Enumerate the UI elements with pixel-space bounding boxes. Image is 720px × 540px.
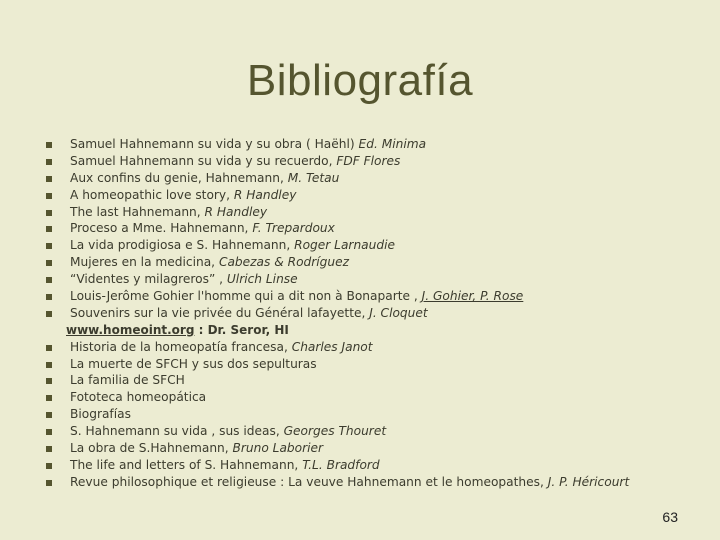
bibliography-title: Samuel Hahnemann su vida y su recuerdo,: [70, 153, 337, 168]
bibliography-item: [46, 153, 706, 170]
bibliography-item: [46, 440, 706, 457]
bibliography-item: [46, 170, 706, 187]
bibliography-item: [46, 356, 706, 373]
bibliography-title: Aux confins du genie, Hahnemann,: [70, 170, 288, 185]
bibliography-author: J. P. Héricourt: [547, 474, 630, 489]
bibliography-item: [46, 136, 706, 153]
square-bullet-icon: [46, 429, 52, 435]
square-bullet-icon: [46, 243, 52, 249]
bibliography-title: The last Hahnemann,: [70, 204, 205, 219]
bibliography-author: FDF Flores: [336, 153, 401, 168]
square-bullet-icon: [46, 395, 52, 401]
bibliography-author: Bruno Laborier: [232, 441, 324, 456]
bibliography-list: [46, 136, 706, 491]
square-bullet-icon: [46, 159, 52, 165]
bibliography-item: [46, 457, 706, 474]
bibliography-author: Roger Larnaudie: [294, 238, 395, 253]
bibliography-author: F. Trepardoux: [252, 221, 335, 236]
bibliography-author: Ed. Minima: [358, 137, 427, 151]
bibliography-item[interactable]: [46, 322, 706, 339]
bibliography-item: [46, 474, 706, 491]
bibliography-item: [46, 220, 706, 237]
bibliography-title: Mujeres en la medicina,: [70, 255, 219, 270]
bibliography-author: Georges Thouret: [283, 424, 387, 439]
bibliography-title: Proceso a Mme. Hahnemann,: [70, 221, 253, 236]
square-bullet-icon: [46, 463, 52, 469]
bibliography-link[interactable]: www.homeoint.org: [66, 322, 195, 337]
square-bullet-icon: [46, 480, 52, 486]
bibliography-author: M. Tetau: [287, 170, 340, 185]
bibliography-author: T.L. Bradford: [302, 457, 380, 472]
bibliography-item: [46, 254, 706, 271]
bibliography-title: La obra de S.Hahnemann,: [70, 441, 233, 456]
square-bullet-icon: [46, 345, 52, 351]
square-bullet-icon: [46, 260, 52, 266]
bibliography-author: R Handley: [204, 204, 268, 219]
bibliography-author: J. Gohier, P. Rose: [421, 289, 524, 304]
square-bullet-icon: [46, 277, 52, 283]
bibliography-title: “Videntes y milagreros” ,: [70, 272, 227, 287]
slide-title: Bibliografía: [246, 56, 474, 105]
square-bullet-icon: [46, 210, 52, 216]
bibliography-author: Cabezas & Rodríguez: [218, 255, 350, 270]
bibliography-suffix: : Dr. Seror, HI: [194, 322, 289, 337]
square-bullet-icon: [46, 294, 52, 300]
bibliography-title: Revue philosophique et religieuse : La veuve Hahnemann et le homeopathes,: [70, 474, 548, 489]
square-bullet-icon: [46, 378, 52, 384]
bibliography-item: [46, 271, 706, 288]
bibliography-author: Ulrich Linse: [226, 272, 298, 287]
bibliography-title: Biografías: [70, 407, 131, 422]
bibliography-title: La muerte de SFCH y sus dos sepulturas: [70, 356, 317, 371]
bibliography-item: [46, 237, 706, 254]
bibliography-title: Souvenirs sur la vie privée du Général lafayette,: [70, 305, 370, 320]
bibliography-author: Charles Janot: [291, 339, 373, 354]
square-bullet-icon: [46, 142, 52, 148]
bibliography-title: Historia de la homeopatía francesa,: [70, 339, 292, 354]
square-bullet-icon: [46, 362, 52, 368]
bibliography-title: S. Hahnemann su vida , sus ideas,: [70, 424, 284, 439]
square-bullet-icon: [46, 193, 52, 199]
square-bullet-icon: [46, 176, 52, 182]
bibliography-item: [46, 187, 706, 204]
bibliography-item: [46, 389, 706, 406]
bibliography-title: La vida prodigiosa e S. Hahnemann,: [70, 238, 295, 253]
bibliography-author: J. Cloquet: [369, 305, 428, 320]
bibliography-title: The life and letters of S. Hahnemann,: [70, 457, 303, 472]
bibliography-item: [46, 406, 706, 423]
bibliography-title: Samuel Hahnemann su vida y su obra ( Haëhl): [70, 137, 359, 151]
bibliography-item: [46, 288, 706, 305]
square-bullet-icon: [46, 412, 52, 418]
page-number: 63: [662, 509, 678, 525]
bibliography-title: La familia de SFCH: [70, 373, 185, 388]
bibliography-author: R Handley: [233, 187, 297, 202]
square-bullet-icon: [46, 446, 52, 452]
bibliography-title: Louis-Jerôme Gohier l'homme qui a dit non à Bonaparte ,: [70, 289, 422, 304]
bibliography-item: [46, 423, 706, 440]
bibliography-item: [46, 204, 706, 221]
bibliography-title: Fototeca homeopática: [70, 390, 207, 405]
bibliography-title: A homeopathic love story,: [70, 187, 234, 202]
square-bullet-icon: [46, 311, 52, 317]
bibliography-item: [46, 339, 706, 356]
bibliography-item: [46, 305, 706, 322]
bibliography-item: [46, 372, 706, 389]
square-bullet-icon: [46, 226, 52, 232]
